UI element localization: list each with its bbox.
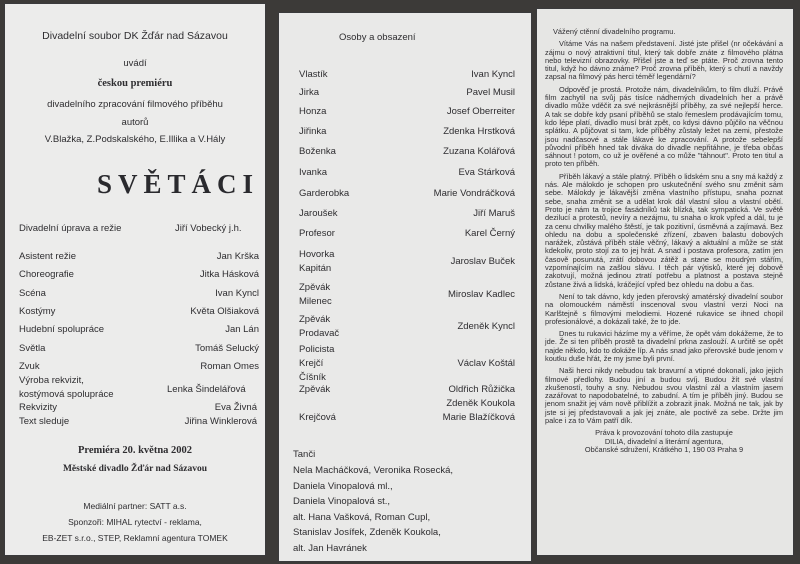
paragraph: Dnes tu rukavici házíme my a věříme, že opět vám dokážeme, že to jde. Že si ten příběh prostě ta divadelní prkna zaslouží. A určitě se opět najde někdo, kdo to dokáže líp. A nás snad jako přerovské bude jenom v koutku duše hřát, že my jsme byli první. xyxy=(545,329,783,363)
cast-actor: Václav Koštál xyxy=(457,358,515,369)
crew-name: Ivan Kyncl xyxy=(215,288,259,299)
cast-role: Jirka xyxy=(299,87,320,98)
crew-name: Jiřina Winklerová xyxy=(184,416,257,427)
company-name: Divadelní soubor DK Žďár nad Sázavou xyxy=(42,30,228,42)
authors-label: autorů xyxy=(121,117,149,128)
cast-actor: Zdeněk Kyncl xyxy=(457,321,515,332)
crew-role: Asistent režie xyxy=(19,251,77,262)
dancers-label: Tanči xyxy=(293,449,316,460)
crew-name: Lenka Šindelářová xyxy=(167,384,246,395)
cast-role: Vlastík xyxy=(299,69,328,80)
cast-actor: Marie Blažíčková xyxy=(442,412,515,423)
media-partner: Mediální partner: SATT a.s. xyxy=(83,501,187,511)
cast-actor: Miroslav Kadlec xyxy=(447,289,515,300)
cast-actor: Eva Stárková xyxy=(458,167,515,178)
cast-role: Garderobka xyxy=(299,188,350,199)
crew-role: Výroba rekvizit, xyxy=(19,375,84,386)
crew-role: Světla xyxy=(19,343,46,354)
dancer-line: Daniela Vinopalová ml., xyxy=(293,480,393,492)
cast-role: Krejčová xyxy=(299,412,336,423)
premiere-date: Premiéra 20. května 2002 xyxy=(77,445,193,456)
crew-name: Jan Krška xyxy=(216,251,259,262)
cast-actor: Zdenka Hrstková xyxy=(443,126,515,137)
cast-actor: Josef Oberreiter xyxy=(446,106,515,117)
cast-actor: Karel Černý xyxy=(464,228,515,239)
crew-role: Choreografie xyxy=(19,269,74,280)
cast-actor: Zuzana Kolářová xyxy=(443,146,515,157)
cast-actor: Jiří Maruš xyxy=(473,208,515,219)
cast-role: Honza xyxy=(299,106,327,117)
cast-heading: Osoby a obsazení xyxy=(339,32,416,43)
cast-role: Profesor xyxy=(299,228,335,239)
dancer-line: Daniela Vinopalová st., xyxy=(293,496,390,507)
dancer-line: Nela Macháčková, Veronika Rosecká, xyxy=(293,465,453,476)
crew-role: Kostýmy xyxy=(19,306,56,317)
paragraph: Vítáme Vás na našem představení. Jisté jste přišel (nr očekávání a zájmu o nový atraktivní titul, který tak dobře znáte z filmového plátna nebo televizní obrazovky. Přišel jste a teď se ptáte. Proč zrovna tento titul, když ho dávno známe? Proč zrovna příběh, který s chutí a navždy zapsal na filmový pás herci téměř legendární? xyxy=(545,39,783,82)
cast-role: Hovorka Kapitán xyxy=(299,249,335,274)
crew-role: Zvuk xyxy=(19,361,40,372)
cast-role: Jiřinka xyxy=(299,126,327,137)
crew-role: kostýmová spolupráce xyxy=(19,389,114,400)
rights-note: Práva k provozování tohoto díla zastupuje xyxy=(595,428,733,438)
dancer-line: alt. Jan Havránek xyxy=(293,542,367,554)
crew-name: Jan Lán xyxy=(225,324,259,335)
cast-actor: Oldřich Růžička Zdeněk Koukola xyxy=(446,384,515,409)
crew-role: Text sleduje xyxy=(19,416,70,427)
crew-name: Jitka Hásková xyxy=(199,269,259,280)
rights-address: Občanské sdružení, Krátkého 1, 190 03 Praha 9 xyxy=(584,444,744,454)
presents-text: uvádí xyxy=(123,58,147,69)
sponsors-2: EB-ZET s.r.o., STEP, Reklamní agentura TOMEK xyxy=(42,533,228,543)
direction-role: Divadelní úprava a režie xyxy=(19,223,122,234)
cast-panel xyxy=(278,12,532,562)
adaptation-text: divadelního zpracování filmového příběhu xyxy=(47,99,223,110)
cast-role: Jaroušek xyxy=(299,208,338,219)
crew-name: Roman Omes xyxy=(200,361,259,372)
premiere-type: českou premiéru xyxy=(97,78,173,89)
credits-panel xyxy=(4,3,266,556)
authors-names: V.Blažka, Z.Podskalského, E.Illika a V.Hály xyxy=(44,134,226,145)
paragraph: Příběh lákavý a stále platný. Příběh o lidském snu a sny má každý z nás. Ale málokdo je schopen pro uskutečnění svého snu změnit sám sebe. Málokdy je lákavější změna vlastního přístupu, snaha poznat sebe, snaha změnit se a udělat krok dál vlastní silou a vlastní obětí. Proto je nám ta trojice fasádníků tak blízká, tak sympatická. Ve světě dezilucí a protestů, nevíry a nezájmu, tu snaha o krok vpřed a dál, tu je za cenu chvilky malého štěstí, je tak pozitivní, úsměvná a zajímavá. Bez ohledu na dobu a společenské zřízení, zbaven balastu dobových narážek, zůstává příběh stále věčný, lákavý a aktuální a může se stát kdekoliv, proto stojí za to jej hrát. A snad i postava profesora, zatím jen časově posunutá, zrátí dobovou zátěž a stane se moudrým stářím, vzpomínajícím na zašlou slávu. I těch pár výtisků, které jej dobově zakotvují, možná jedinou ztratí potřebu a platnost a postava stejně zůstane živá a lidská, kráčející vpřed bez ohledu na dobu a čas. xyxy=(545,171,783,289)
cast-actor: Jaroslav Buček xyxy=(450,256,515,267)
director-name: Jiří Vobecký j.h. xyxy=(175,223,242,234)
paragraph: Odpověď je prostá. Protože nám, divadelníkům, to film dluží. Právě film zachytil na svůj pás tisíce nádherných divadelních her a právě divadlo může vděčit za své nejkrásnější příběhy, za své nejlepší herce. A tak se dobře kdy psaní příběhů se stalo řemeslem prodávajícím tomu, kdo lépe platí, divadlo musí brát zpět, co kdysi dávno půjčilo na věčnou splátku. A půjčovat si tam, kde příběhy zůstaly ležet na zemi, přestože jsou nadčasové a stále lákavé ke zpracování. A protože sebelepší původní příběh hned tak diváka do divadle nepřitáhne, je třeba občas sáhnout ! potom, co už je ověřené a co může "táhnout". Proto ten titul a proto ten příběh. xyxy=(545,84,783,169)
cast-role: Ivanka xyxy=(299,167,327,178)
foreword-panel xyxy=(536,8,794,556)
paragraph: Naši herci nikdy nebudou tak bravurní a vtipné dokonalí, jako jejich filmové předlohy. Budou jiní a budou svíj. Budou žít své vlastní zkušeností, touhy a sny. Nebudou svou vlastní zál a vlastním jasem zazářovat to napodobatelné, to zabudní. A tím je příběh jiný. Budou se jenom snažit jej vám nově přiblížit a zobrazit jinak. Možná ne tak, jak by jste si jej představovali a jak jej znáte, ale poctivě za sebe. Držte jim palce i za to Vám patří dík. xyxy=(545,366,783,426)
cast-role: Zpěvák xyxy=(299,384,331,395)
cast-role: Policista Krejčí Číšník xyxy=(299,344,335,383)
crew-role: Hudební spolupráce xyxy=(19,324,105,335)
crew-role: Scéna xyxy=(19,288,46,299)
crew-name: Tomáš Selucký xyxy=(195,343,259,354)
dancer-line: Stanislav Josífek, Zdeněk Koukola, xyxy=(293,527,441,538)
cast-actor: Pavel Musil xyxy=(466,87,515,98)
rights-agency: DILIA, divadelní a literární agentura, xyxy=(604,436,724,446)
cast-role: Zpěvák Milenec xyxy=(299,282,332,307)
crew-name: Květa Olšiaková xyxy=(190,306,259,317)
salutation: Vážený ctěnní divadelního programu. xyxy=(553,27,676,36)
foreword-text xyxy=(545,28,783,454)
paragraph: Není to tak dávno, kdy jeden přerovský amatérský divadelní soubor na olomouckém náměstí inscenoval svou vlastní verzi Noci na Karlštejně s filmovými melodiemi. Hozené rukavice se ihned chopil profesionálové, a dokázali také, že to jde. xyxy=(545,291,783,326)
cast-role: Boženka xyxy=(299,146,336,157)
cast-actor: Marie Vondráčková xyxy=(433,188,515,199)
dancer-line: alt. Hana Vašková, Roman Cupl, xyxy=(293,511,431,523)
play-title: SVĚTÁCI xyxy=(97,169,260,199)
cast-role: Zpěvák Prodavač xyxy=(299,314,340,339)
cast-actor: Ivan Kyncl xyxy=(471,69,515,80)
crew-name: Eva Živná xyxy=(214,402,257,413)
crew-role: Rekvizity xyxy=(19,402,58,413)
venue: Městské divadlo Žďár nad Sázavou xyxy=(62,464,208,474)
sponsors: Sponzoři: MIHAL rytectví - reklama, xyxy=(68,517,202,527)
